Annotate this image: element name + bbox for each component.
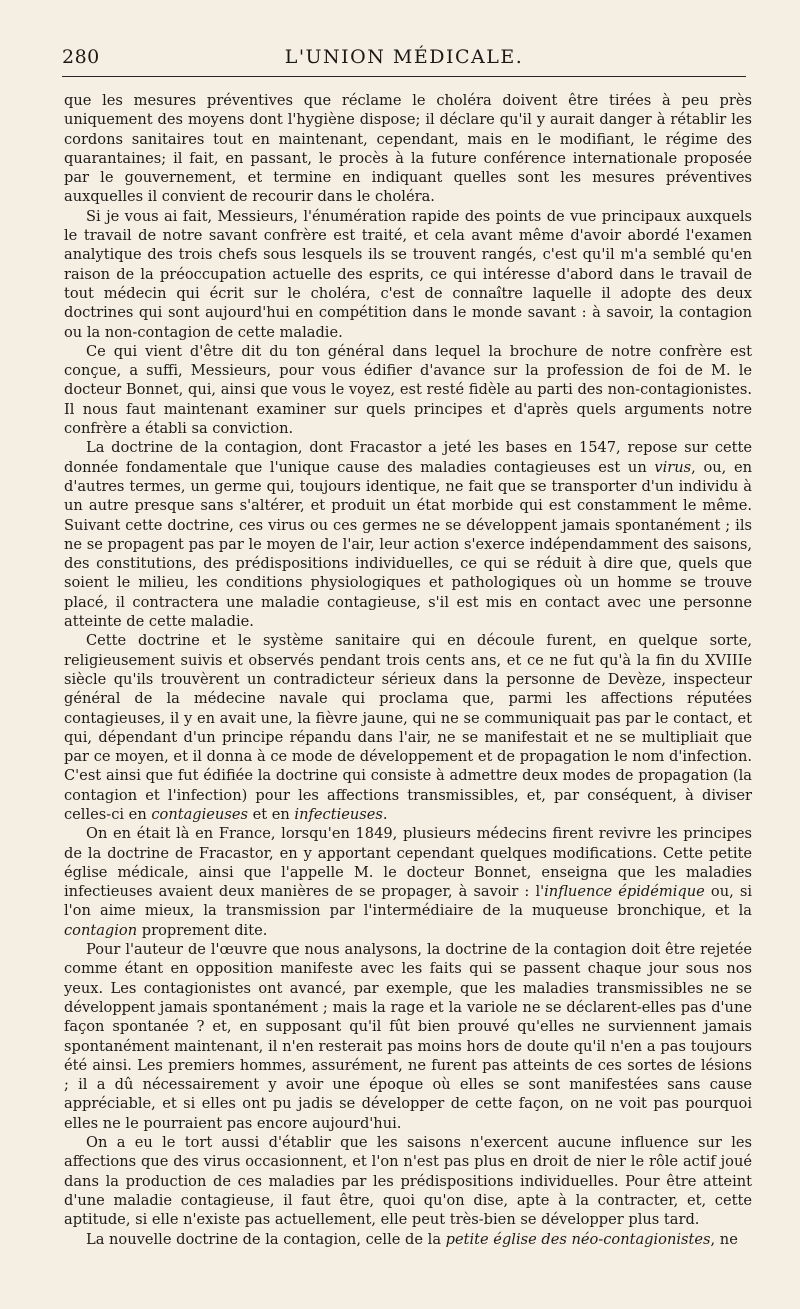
italic-term: infectieuses [294,805,383,823]
paragraph: On a eu le tort aussi d'établir que les saisons n'exercent aucune influence sur les affections que des virus occasionnent, et l'on n'est pas plus en droit de nier le rôle actif joué dans la production de ces maladies par les prédispositions individuelles. Pour être atteint d'une maladie contagieuse, il faut être, quoi qu'on dise, apte à la contracter, et, cette aptitude, si elle n'existe pas actuellement, elle peut très-bien se développer plus tard. [64,1134,752,1229]
paragraph: Cette doctrine et le système sanitaire qui en découle furent, en quelque sorte, religieusement suivis et observés pendant trois cents ans, et ce ne fut qu'à la fin du XVIIIe siècle qu'ils trouvèrent un contradicteur sérieux dans la personne de Devèze, inspecteur général de la médecine navale qui proclama que, parmi les affections réputées contagieuses, il y en avait une, la fièvre jaune, qui ne se communiquait pas par le contact, et qui, dépendant d'un principe répandu dans l'air, ne se manifestait et ne se multipliait que par ce moyen, et il donna à ce mode de développement et de propagation le nom d'infection. C'est ainsi que fut édifiée la doctrine qui consiste à admettre deux modes de propagation (la contagion et l'infection) pour les affections transmissibles, et, par conséquent, à diviser celles-ci en contagieuses et en infectieuses. [64,632,752,823]
italic-term: contagieuses [151,805,248,823]
article-body [64,91,752,1249]
paragraph: Pour l'auteur de l'œuvre que nous analysons, la doctrine de la contagion doit être rejetée comme étant en opposition manifeste avec les faits qui se passent chaque jour sous nos yeux. Les contagionistes ont avancé, par exemple, que les maladies transmissibles ne se développent jamais spontanément ; mais la rage et la variole ne se déclarent-elles pas d'une façon spontanée ? et, en supposant qu'il fût bien prouvé qu'elles ne surviennent jamais spontanément maintenant, il n'en resterait pas moins hors de doute qu'il n'en a pas toujours été ainsi. Les premiers hommes, assurément, ne furent pas atteints de ces sortes de lésions ; il a dû nécessairement y avoir une époque où elles se sont manifestées sans cause appréciable, et si elles ont pu jadis se développer de cette façon, on ne voit pas pourquoi elles ne le pourraient pas encore aujourd'hui. [64,941,752,1132]
italic-term: petite église des néo-contagionistes [445,1230,711,1248]
running-title: L'UNION MÉDICALE. [284,46,524,68]
paragraph: On en était là en France, lorsqu'en 1849, plusieurs médecins firent revivre les principes de la doctrine de Fracastor, en y apportant cependant quelques modifications. Cette petite église médicale, ainsi que l'appelle M. le docteur Bonnet, enseigna que les maladies infectieuses avaient deux manières de se propager, à savoir : l'influence épidémique ou, si l'on aime mieux, la transmission par l'intermédiaire de la muqueuse bronchique, et la contagion proprement dite. [64,825,752,939]
paragraph: La doctrine de la contagion, dont Fracastor a jeté les bases en 1547, repose sur cette donnée fondamentale que l'unique cause des maladies contagieuses est un virus, ou, en d'autres termes, un germe qui, toujours identique, ne fait que se transporter d'un individu à un autre presque sans s'altérer, et produit un état morbide qui est constamment le même. Suivant cette doctrine, ces virus ou ces germes ne se développent jamais spontanément ; ils ne se propagent pas par le moyen de l'air, leur action s'exerce indépendamment des saisons, des constitutions, des prédispositions individuelles, ce qui se réduit à dire que, quels que soient le milieu, les conditions physiologiques et pathologiques où un homme se trouve placé, il contractera une maladie contagieuse, s'il est mis en contact avec une personne atteinte de cette maladie. [64,439,752,631]
italic-term: virus [654,458,692,476]
paragraph: La nouvelle doctrine de la contagion, celle de la petite église des néo-contagionistes, ne [86,1230,738,1248]
page-number: 280 [62,46,100,68]
paragraph: que les mesures préventives que réclame le choléra doivent être tirées à peu près uniquement des moyens dont l'hygiène dispose; il déclare qu'il y aurait danger à rétablir les cordons sanitaires tout en maintenant, cependant, mais en le modifiant, le régime des quarantaines; il fait, en passant, le procès à la future conférence internationale proposée par le gouvernement, et termine en indiquant quelles sont les mesures préventives auxquelles il convient de recourir dans le choléra. [64,92,752,206]
italic-term: influence épidémique [544,883,705,901]
italic-term: contagion [64,921,138,939]
paragraph: Ce qui vient d'être dit du ton général dans lequel la brochure de notre confrère est conçue, a suffi, Messieurs, pour vous édifier d'avance sur la profession de foi de M. le docteur Bonnet, qui, ainsi que vous le voyez, est resté fidèle au parti des non-contagionistes. Il nous faut maintenant examiner sur quels principes et d'après quels arguments notre confrère a établi sa conviction. [64,342,752,438]
header-rule [62,76,746,77]
page-header [62,46,746,72]
paragraph: Si je vous ai fait, Messieurs, l'énumération rapide des points de vue principaux auxquels le travail de notre savant confrère est traité, et cela avant même d'avoir abordé l'examen analytique des trois chefs sous lesquels ils se trouvent rangés, c'est qu'il m'a semblé qu'en raison de la préoccupation actuelle des esprits, ce qui intéresse d'abord dans le travail de tout médecin qui écrit sur le choléra, c'est de connaître laquelle il adopte des deux doctrines qui sont aujourd'hui en compétition dans le monde savant : à savoir, la contagion ou la non-contagion de cette maladie. [64,207,752,341]
